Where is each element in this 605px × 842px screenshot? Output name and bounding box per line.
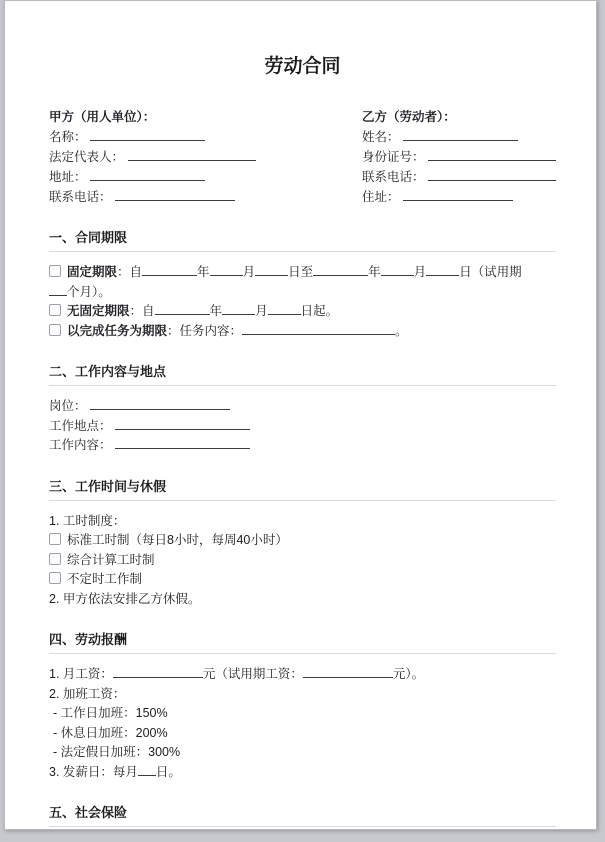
fixed-term-checkbox[interactable]: [49, 265, 61, 277]
flexible-hours-checkbox[interactable]: [49, 572, 61, 584]
field-label: 工作内容：: [49, 438, 112, 452]
blank-line: [403, 128, 518, 141]
section-contract-term: [49, 230, 556, 341]
open-term-option: [49, 302, 556, 322]
field-label: 工作地点：: [49, 418, 112, 433]
salary-row: [49, 665, 556, 685]
overtime-heading: 2. 加班工资：: [49, 686, 126, 701]
blank-line: [113, 665, 203, 678]
overtime-row-restday: [49, 724, 556, 744]
option-label: 标准工时制（每日8小时，每周40小时）: [67, 533, 288, 547]
blank-line: [268, 302, 301, 315]
overtime-label: - 工作日加班：: [53, 706, 136, 720]
blank-line: [90, 397, 230, 410]
field-row-work-content: [49, 436, 556, 456]
section-heading: 一、合同期限: [49, 230, 128, 245]
document-content: [5, 1, 596, 827]
field-row-address: [49, 167, 362, 187]
overtime-label: - 休息日加班：: [53, 725, 136, 740]
text-segment: 任务内容：: [179, 323, 243, 338]
section-divider: [49, 826, 556, 827]
fixed-term-option: [49, 263, 556, 283]
text-segment: 元）。: [392, 667, 425, 681]
text-segment: 年: [368, 265, 381, 279]
blank-line: [426, 263, 459, 276]
option-label: 不定时工作制: [67, 572, 143, 586]
text-segment: 1. 月工资：: [49, 667, 113, 681]
text-segment: 年: [209, 304, 223, 318]
blank-line: [313, 263, 368, 276]
overtime-row-weekday: [49, 704, 556, 724]
blank-line: [381, 263, 414, 276]
option-label: 以完成任务为期限: [67, 323, 168, 338]
text-segment: 日至: [288, 265, 314, 279]
field-label: 姓名：: [362, 130, 400, 144]
blank-line: [115, 417, 250, 430]
standard-hours-checkbox[interactable]: [49, 533, 61, 545]
standard-hours-option: [49, 531, 556, 551]
blank-line: [428, 168, 556, 181]
section-heading: 五、社会保险: [49, 805, 128, 820]
text-segment: 月: [242, 265, 256, 279]
field-row-legal-representative: [49, 147, 362, 167]
colon: ：: [167, 323, 180, 338]
text-segment: 日起。: [300, 304, 339, 318]
blank-line: [155, 302, 210, 315]
blank-line: [403, 188, 513, 201]
field-label: 地址：: [49, 170, 87, 184]
text-segment: 个月）。: [67, 284, 111, 299]
section-heading: 四、劳动报酬: [49, 632, 128, 647]
option-label: 综合计算工时制: [67, 552, 155, 567]
field-row-home-address: [362, 187, 556, 207]
section-remuneration: [49, 632, 556, 782]
field-label: 联系电话：: [49, 190, 112, 204]
payday-row: [49, 763, 556, 783]
document-title: 劳动合同: [264, 56, 341, 77]
field-label: 身份证号：: [362, 150, 425, 164]
section-heading: 二、工作内容与地点: [49, 364, 167, 379]
field-label: 联系电话：: [362, 170, 425, 184]
overtime-row-holiday: [49, 743, 556, 763]
hours-system-label: 1. 工时制度：: [49, 513, 126, 528]
blank-line: [428, 148, 556, 161]
blank-line: [90, 128, 205, 141]
blank-line: [210, 263, 243, 276]
blank-line: [138, 763, 156, 776]
field-label: 法定代表人：: [49, 150, 125, 164]
colon: ：: [117, 265, 130, 279]
blank-line: [255, 263, 288, 276]
text-segment: 日。: [155, 764, 181, 779]
option-label: 无固定期限: [67, 304, 130, 318]
vacation-clause: 2. 甲方依法安排乙方休假。: [49, 591, 201, 606]
blank-line: [242, 322, 395, 335]
overtime-label: - 法定假日加班：: [53, 745, 149, 759]
field-label: 住址：: [362, 190, 400, 204]
field-row-phone-a: [49, 187, 362, 207]
blank-line: [115, 436, 250, 449]
overtime-rate: 300%: [148, 745, 181, 759]
task-term-checkbox[interactable]: [49, 324, 61, 336]
section-work-hours: [49, 479, 556, 610]
section-social-insurance: [49, 805, 556, 827]
text-segment: 年: [197, 265, 210, 279]
field-label: 岗位：: [49, 399, 87, 413]
document-page: [4, 0, 597, 830]
blank-line: [115, 188, 235, 201]
text-segment: 元（试用期工资：: [202, 667, 303, 681]
flexible-hours-option: [49, 570, 556, 590]
field-row-work-location: [49, 417, 556, 437]
open-term-checkbox[interactable]: [49, 304, 61, 316]
section-body: [49, 386, 556, 456]
blank-line: [49, 283, 67, 296]
text-segment: 。: [395, 323, 408, 338]
blank-line: [128, 148, 256, 161]
party-b-block: [362, 107, 556, 207]
fixed-term-wrap-line: [49, 283, 556, 303]
parties-block: [49, 107, 556, 207]
blank-line: [90, 168, 205, 181]
field-row-company-name: [49, 127, 362, 147]
party-a-block: [49, 107, 362, 207]
party-b-heading: 乙方（劳动者）：: [362, 110, 456, 124]
option-label: 固定期限: [67, 265, 118, 279]
field-label: 名称：: [49, 130, 87, 144]
field-row-id-number: [362, 147, 556, 167]
text-segment: 月: [413, 265, 427, 279]
section-body: [49, 501, 556, 610]
party-a-heading: 甲方（用人单位）：: [49, 110, 156, 124]
section-body: [49, 654, 556, 782]
text-segment: 3. 发薪日：每月: [49, 764, 138, 779]
text-segment: 日（试用期: [459, 265, 522, 279]
field-row-phone-b: [362, 167, 556, 187]
blank-line: [222, 302, 255, 315]
overtime-rate: 150%: [135, 706, 168, 720]
section-work-content: [49, 364, 556, 456]
section-heading: 三、工作时间与休假: [49, 478, 167, 494]
blank-line: [303, 665, 393, 678]
text-segment: 月: [255, 304, 268, 318]
text-segment: 自: [142, 304, 155, 318]
overtime-rate: 200%: [135, 725, 168, 740]
colon: ：: [129, 304, 143, 318]
comprehensive-hours-checkbox[interactable]: [49, 553, 61, 565]
blank-line: [142, 263, 197, 276]
section-body: [49, 252, 556, 341]
field-row-position: [49, 397, 556, 417]
field-row-worker-name: [362, 127, 556, 147]
task-term-option: [49, 322, 556, 342]
text-segment: 自: [129, 265, 143, 279]
comprehensive-hours-option: [49, 551, 556, 571]
